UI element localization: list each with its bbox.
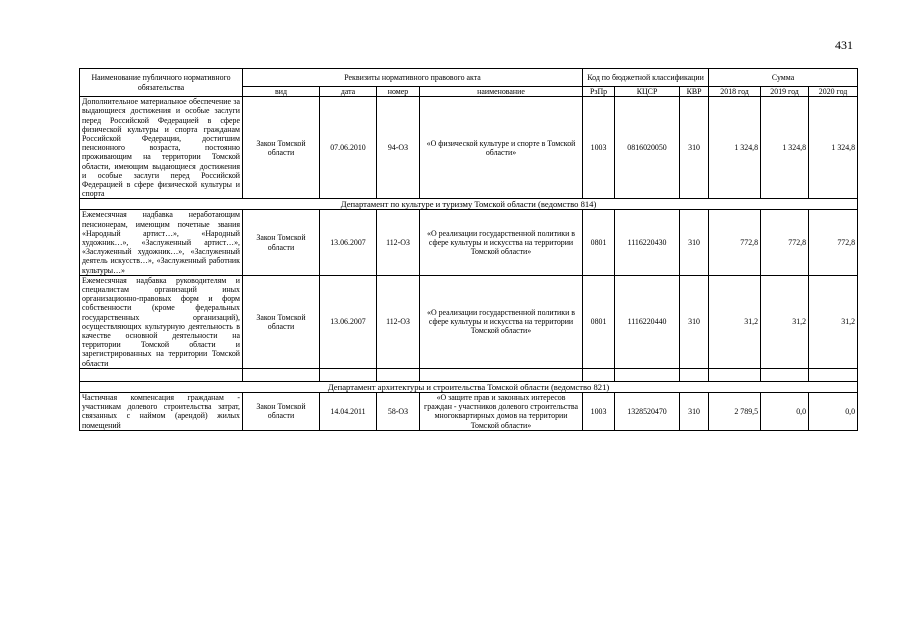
header-2018: 2018 год (709, 87, 761, 97)
sum-2018-cell: 1 324,8 (709, 97, 761, 199)
sum-2019-cell: 772,8 (761, 210, 809, 275)
department-row (80, 381, 858, 392)
header-budget-code: Код по бюджетной классификации (583, 69, 709, 87)
act-date-cell: 13.06.2007 (320, 210, 377, 275)
act-name-cell: «О защите прав и законных интересов граждан - участников долевого строительства многоквартирных домов на территории Томской области» (420, 392, 583, 430)
sum-2020-cell: 0,0 (809, 392, 858, 430)
sum-2019-cell: 31,2 (761, 275, 809, 368)
header-name: наименование (420, 87, 583, 97)
act-date-cell: 07.06.2010 (320, 97, 377, 199)
table-row (80, 97, 858, 199)
header-2019: 2019 год (761, 87, 809, 97)
rzpr-cell: 0801 (583, 275, 615, 368)
table-row (80, 210, 858, 275)
header-obligation: Наименование публичного нормативного обязательства (80, 69, 243, 97)
kvr-cell: 310 (680, 210, 709, 275)
header-rzpr: РзПр (583, 87, 615, 97)
header-act-requisites: Реквизиты нормативного правового акта (243, 69, 583, 87)
page-number: 431 (835, 38, 853, 52)
act-date-cell: 13.06.2007 (320, 275, 377, 368)
department-heading: Департамент по культуре и туризму Томской области (ведомство 814) (80, 199, 858, 210)
sum-2019-cell: 0,0 (761, 392, 809, 430)
rzpr-cell: 1003 (583, 97, 615, 199)
header-sum: Сумма (709, 69, 858, 87)
kvr-cell: 310 (680, 97, 709, 199)
obligation-cell: Ежемесячная надбавка руководителям и специалистам организаций иных организационно-правовых форм и форм собственности (кроме федеральных государственных организаций), осуществляющих культурную деятельность в качестве основной деятельности на территории Томской области и зарегистрированных на территории Томской области (80, 275, 243, 368)
sum-2018-cell: 2 789,5 (709, 392, 761, 430)
obligation-cell: Дополнительное материальное обеспечение за выдающиеся достижения и особые заслуги перед Российской Федерацией в сфере физической культуры и спорта гражданам Российской Федерации, достигшим пенсионного возраста, постоянно проживающим на территории Томской области, имеющим выдающиеся достижения и особые заслуги перед Российской Федерацией в сфере физической культуры и спорта (80, 97, 243, 199)
act-number-cell: 58-ОЗ (377, 392, 420, 430)
sum-2018-cell: 772,8 (709, 210, 761, 275)
kvr-cell: 310 (680, 275, 709, 368)
act-date-cell: 14.04.2011 (320, 392, 377, 430)
rzpr-cell: 0801 (583, 210, 615, 275)
table-row (80, 392, 858, 430)
header-number: номер (377, 87, 420, 97)
act-type-cell: Закон Томской области (243, 392, 320, 430)
act-name-cell: «О физической культуре и спорте в Томской области» (420, 97, 583, 199)
act-number-cell: 94-ОЗ (377, 97, 420, 199)
header-kvr: КВР (680, 87, 709, 97)
act-type-cell: Закон Томской области (243, 97, 320, 199)
act-number-cell: 112-ОЗ (377, 210, 420, 275)
sum-2020-cell: 772,8 (809, 210, 858, 275)
act-name-cell: «О реализации государственной политики в сфере культуры и искусства на территории Томской области» (420, 210, 583, 275)
kvr-cell: 310 (680, 392, 709, 430)
kcsr-cell: 1116220430 (615, 210, 680, 275)
header-kcsr: КЦСР (615, 87, 680, 97)
act-type-cell: Закон Томской области (243, 275, 320, 368)
header-date: дата (320, 87, 377, 97)
sum-2019-cell: 1 324,8 (761, 97, 809, 199)
department-heading: Департамент архитектуры и строительства Томской области (ведомство 821) (80, 381, 858, 392)
obligation-cell: Частичная компенсация гражданам - участникам долевого строительства затрат, связанных с наймом (арендой) жилых помещений (80, 392, 243, 430)
rzpr-cell: 1003 (583, 392, 615, 430)
act-name-cell: «О реализации государственной политики в сфере культуры и искусства на территории Томской области» (420, 275, 583, 368)
header-2020: 2020 год (809, 87, 858, 97)
header-row-1 (80, 69, 858, 87)
kcsr-cell: 1328520470 (615, 392, 680, 430)
empty-row (80, 368, 858, 381)
sum-2020-cell: 31,2 (809, 275, 858, 368)
department-row (80, 199, 858, 210)
budget-obligations-table (79, 68, 858, 431)
kcsr-cell: 1116220440 (615, 275, 680, 368)
table-row (80, 275, 858, 368)
kcsr-cell: 0816020050 (615, 97, 680, 199)
header-vid: вид (243, 87, 320, 97)
sum-2020-cell: 1 324,8 (809, 97, 858, 199)
act-type-cell: Закон Томской области (243, 210, 320, 275)
obligation-cell: Ежемесячная надбавка неработающим пенсионерам, имеющим почетные звания «Народный артист…», «Народный художник…», «Заслуженный артист…», «Заслуженный художник…», «Заслуженный деятель искусств…», «Заслуженный работник культуры…» (80, 210, 243, 275)
act-number-cell: 112-ОЗ (377, 275, 420, 368)
sum-2018-cell: 31,2 (709, 275, 761, 368)
